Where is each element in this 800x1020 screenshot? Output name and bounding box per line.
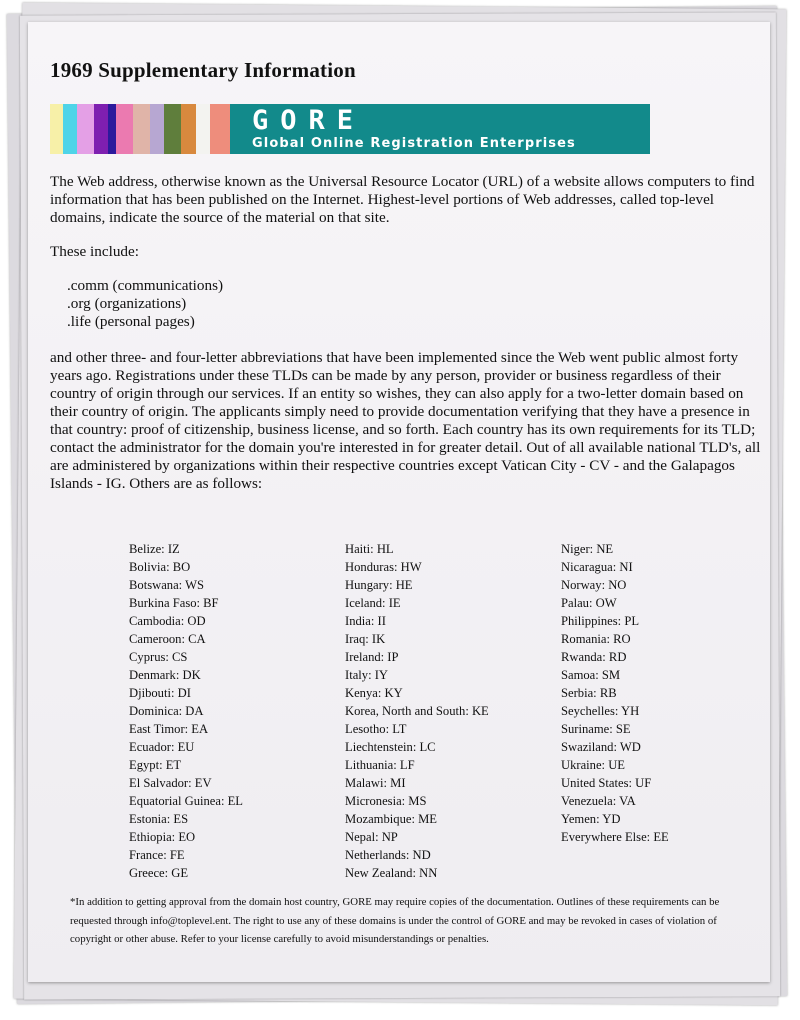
country-column-1 (129, 540, 345, 882)
details-paragraph: and other three- and four-letter abbreviations that have been implemented since the Web went public almost forty years ago. Registrations under these TLDs can be made by any person, provider or business regardless of their country of origin through our services. If an entity so wishes, they can also apply for a two-letter domain based on their country of origin. The applicants simply need to provide documentation verifying that they have a presence in that country: proof of citizenship, business license, and so forth. Each country has its own requirements for its TLD; contact the administrator for the domain you're interested in for greater detail. Out of all available national TLD's, all are administered by organizations within their respective countries except Vatican City - CV - and the Galapagos Islands - IG. Others are as follows: (50, 349, 761, 492)
logo-color-block (181, 104, 196, 154)
logo-color-block (108, 104, 116, 154)
logo-color-block (77, 104, 94, 154)
tld-item: .comm (communications) (67, 277, 224, 294)
tld-list (67, 277, 762, 331)
country-entry: Hungary: HE (345, 578, 413, 592)
country-entry: Honduras: HW (345, 560, 422, 574)
country-entry: Malawi: MI (345, 776, 406, 790)
footnote-text: *In addition to getting approval from the domain host country, GORE may require copies of the documentation. Outlines of these requirements can be requested through info@toplevel.ent. The right to use any of these domains is under the control of GORE and may be revoked in cases of violation of copyright or other abuse. Refer to your license carefully to avoid misunderstandings or penalties. (70, 896, 720, 945)
country-entry: Bolivia: BO (129, 560, 191, 574)
country-entry: Ecuador: EU (129, 740, 195, 754)
country-column-3 (561, 540, 749, 882)
country-entry: Kenya: KY (345, 686, 403, 700)
country-entry: Djibouti: DI (129, 686, 191, 700)
country-entry: El Salvador: EV (129, 776, 212, 790)
country-entry: Yemen: YD (561, 812, 621, 826)
list-intro: These include: (50, 243, 139, 260)
country-column-2 (345, 540, 561, 882)
footnote (70, 893, 750, 949)
logo-color-block (196, 104, 210, 154)
country-entry: Nicaragua: NI (561, 560, 633, 574)
logo-color-block (150, 104, 164, 154)
country-entry: Lesotho: LT (345, 722, 407, 736)
country-entry: Equatorial Guinea: EL (129, 794, 244, 808)
country-entry: India: II (345, 614, 386, 628)
country-entry: Ethiopia: EO (129, 830, 196, 844)
logo-color-block (50, 104, 63, 154)
country-entry: Palau: OW (561, 596, 617, 610)
country-entry: Micronesia: MS (345, 794, 427, 808)
country-entry: Dominica: DA (129, 704, 204, 718)
country-entry: Serbia: RB (561, 686, 617, 700)
country-entry: Cameroon: CA (129, 632, 206, 646)
tld-item: .org (organizations) (67, 295, 187, 312)
country-entry: Denmark: DK (129, 668, 201, 682)
country-entry: Italy: IY (345, 668, 389, 682)
logo-color-block (94, 104, 108, 154)
country-entry: Everywhere Else: EE (561, 830, 669, 844)
country-entry: France: FE (129, 848, 185, 862)
logo-color-block (116, 104, 133, 154)
country-entry: Iceland: IE (345, 596, 401, 610)
country-entry: Greece: GE (129, 866, 189, 880)
body-text (50, 173, 762, 493)
country-entry: Burkina Faso: BF (129, 596, 219, 610)
country-entry: United States: UF (561, 776, 652, 790)
country-entry: Haiti: HL (345, 542, 394, 556)
country-entry: Egypt: ET (129, 758, 182, 772)
country-entry: Ireland: IP (345, 650, 399, 664)
country-entry: Nepal: NP (345, 830, 398, 844)
country-entry: Norway: NO (561, 578, 627, 592)
tld-item: .life (personal pages) (67, 313, 195, 330)
country-code-list (129, 540, 749, 882)
country-entry: Niger: NE (561, 542, 614, 556)
intro-paragraph: The Web address, otherwise known as the Universal Resource Locator (URL) of a website allows computers to find information that has been published on the Internet. Highest-level portions of Web addresses, called top-level domains, indicate the source of the material on that site. (50, 173, 755, 226)
country-entry: Ukraine: UE (561, 758, 625, 772)
page-title: 1969 Supplementary Information (50, 58, 356, 82)
country-entry: Korea, North and South: KE (345, 704, 489, 718)
logo-color-block (133, 104, 150, 154)
country-entry: Lithuania: LF (345, 758, 415, 772)
country-entry: Iraq: IK (345, 632, 386, 646)
country-entry: Swaziland: WD (561, 740, 641, 754)
country-entry: Seychelles: YH (561, 704, 640, 718)
gore-banner (50, 104, 650, 154)
country-entry: East Timor: EA (129, 722, 209, 736)
country-entry: Cambodia: OD (129, 614, 206, 628)
document-header (50, 58, 760, 83)
gore-logo-icon (50, 104, 230, 154)
country-entry: Netherlands: ND (345, 848, 431, 862)
brand-name: GORE (252, 105, 366, 136)
brand-text (230, 104, 576, 154)
country-entry: Liechtenstein: LC (345, 740, 436, 754)
country-entry: Estonia: ES (129, 812, 189, 826)
country-entry: Belize: IZ (129, 542, 180, 556)
brand-tagline: Global Online Registration Enterprises (252, 136, 576, 151)
country-entry: Mozambique: ME (345, 812, 437, 826)
country-entry: Romania: RO (561, 632, 631, 646)
logo-color-block (210, 104, 230, 154)
logo-color-block (164, 104, 181, 154)
country-entry: Samoa: SM (561, 668, 621, 682)
country-entry: New Zealand: NN (345, 866, 438, 880)
logo-color-block (63, 104, 77, 154)
country-entry: Suriname: SE (561, 722, 631, 736)
country-entry: Philippines: PL (561, 614, 640, 628)
country-entry: Rwanda: RD (561, 650, 627, 664)
country-entry: Cyprus: CS (129, 650, 188, 664)
country-entry: Venezuela: VA (561, 794, 636, 808)
country-entry: Botswana: WS (129, 578, 204, 592)
